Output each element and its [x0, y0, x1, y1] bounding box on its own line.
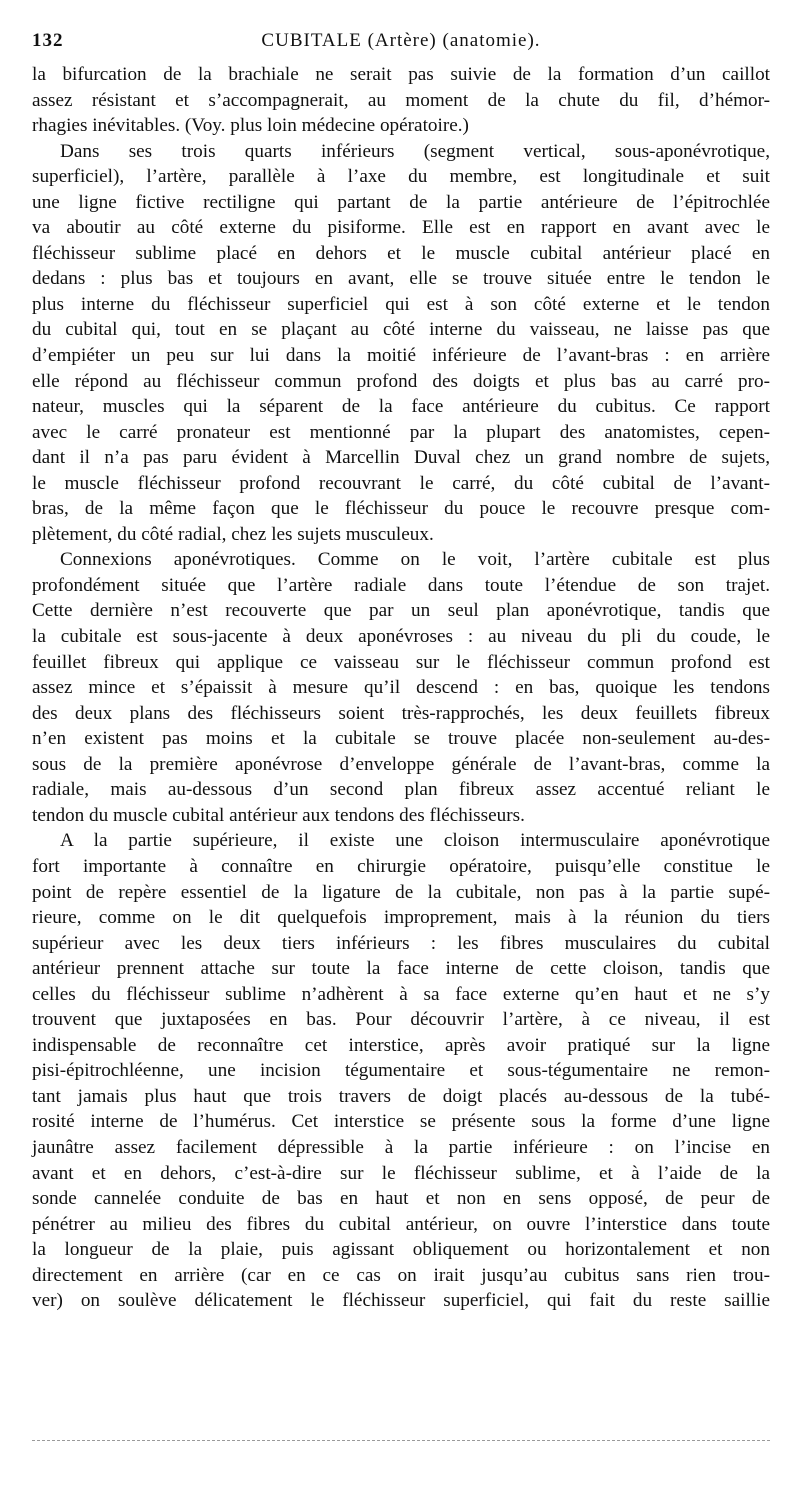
text-line: nateur, muscles qui la séparent de la face antérieure du cubitus. Ce rapport: [32, 396, 770, 418]
text-line: pénétrer au milieu des fibres du cubital antérieur, on ouvre l’interstice dans toute: [32, 1213, 770, 1235]
text-line: plètement, du côté radial, chez les sujets musculeux.: [32, 523, 434, 545]
text-line: va aboutir au côté externe du pisiforme. Elle est en rapport en avant avec le: [32, 217, 770, 239]
running-title: CUBITALE (Artère) (anatomie).: [261, 30, 541, 51]
text-line: A la partie supérieure, il existe une cloison intermusculaire aponévrotique: [60, 830, 770, 852]
text-line: supérieur avec les deux tiers inférieurs : les fibres musculaires du cubital: [32, 932, 770, 954]
body-text: [32, 62, 770, 1314]
text-line: n’en existent pas moins et la cubitale se trouve placée non-seulement au-des-: [32, 728, 770, 750]
text-line: plus interne du fléchisseur superficiel qui est à son côté externe et le tendon: [32, 293, 770, 315]
text-line: directement en arrière (car en ce cas on irait jusqu’au cubitus sans rien trou-: [32, 1264, 770, 1286]
text-line: avant et en dehors, c’est-à-dire sur le fléchisseur sublime, et à l’aide de la: [32, 1162, 770, 1184]
text-line: la longueur de la plaie, puis agissant obliquement ou horizontalement et non: [32, 1239, 770, 1261]
text-line: dant il n’a pas paru évident à Marcellin Duval chez un grand nombre de sujets,: [32, 447, 770, 469]
text-line: fléchisseur sublime placé en dehors et le muscle cubital antérieur placé en: [32, 242, 770, 264]
text-line: la bifurcation de la brachiale ne serait pas suivie de la formation d’un caillot: [32, 64, 770, 85]
text-line: celles du fléchisseur sublime n’adhèrent à sa face externe qu’en haut et ne s’y: [32, 983, 770, 1005]
text-line: Dans ses trois quarts inférieurs (segment vertical, sous-aponévrotique,: [60, 140, 770, 162]
text-line: du cubital qui, tout en se plaçant au côté interne du vaisseau, ne laisse pas que: [32, 319, 770, 341]
text-line: superficiel), l’artère, parallèle à l’axe du membre, est longitudinale et suit: [32, 166, 770, 188]
text-line: rhagies inévitables. (Voy. plus loin médecine opératoire.): [32, 115, 469, 137]
text-line: point de repère essentiel de la ligature de la cubitale, non pas à la partie supé-: [32, 881, 770, 903]
text-line: jaunâtre assez facilement dépressible à la partie inférieure : on l’incise en: [32, 1136, 770, 1158]
text-line: le muscle fléchisseur profond recouvrant le carré, du côté cubital de l’avant-: [32, 472, 770, 494]
text-line: sous de la première aponévrose d’enveloppe générale de l’avant-bras, comme la: [32, 753, 770, 775]
text-line: bras, de la même façon que le fléchisseur du pouce le recouvre presque com-: [32, 498, 770, 520]
page-number: 132: [32, 30, 64, 51]
text-line: profondément située que l’artère radiale dans toute l’étendue de son trajet.: [32, 574, 770, 596]
text-line: fort importante à connaître en chirurgie opératoire, puisqu’elle constitue le: [32, 855, 770, 877]
text-line: des deux plans des fléchisseurs soient très-rapprochés, les deux feuillets fibreux: [32, 702, 770, 724]
text-line: indispensable de reconnaître cet interstice, après avoir pratiqué sur la ligne: [32, 1034, 770, 1056]
text-line: assez résistant et s’accompagnerait, au moment de la chute du fil, d’hémor-: [32, 89, 770, 111]
text-line: sonde cannelée conduite de bas en haut et non en sens opposé, de peur de: [32, 1188, 770, 1210]
text-line: radiale, mais au-dessous d’un second plan fibreux assez accentué reliant le: [32, 779, 770, 801]
text-line: elle répond au fléchisseur commun profond des doigts et plus bas au carré pro-: [32, 370, 770, 392]
text-line: ver) on soulève délicatement le fléchisseur superficiel, qui fait du reste saillie: [32, 1290, 770, 1312]
text-line: trouvent que juxtaposées en bas. Pour découvrir l’artère, à ce niveau, il est: [32, 1009, 770, 1031]
text-line: rosité interne de l’humérus. Cet interstice se présente sous la forme d’une ligne: [32, 1111, 770, 1133]
text-line: avec le carré pronateur est mentionné par la plupart des anatomistes, cepen-: [32, 421, 770, 443]
text-line: Connexions aponévrotiques. Comme on le voit, l’artère cubitale est plus: [60, 549, 770, 571]
footer-rule: [32, 1440, 770, 1441]
text-line: la cubitale est sous-jacente à deux aponévroses : au niveau du pli du coude, le: [32, 626, 770, 648]
text-line: feuillet fibreux qui applique ce vaisseau sur le fléchisseur commun profond est: [32, 651, 770, 673]
text-line: tant jamais plus haut que trois travers de doigt placés au-dessous de la tubé-: [32, 1085, 770, 1107]
text-line: d’empiéter un peu sur lui dans la moitié inférieure de l’avant-bras : en arrière: [32, 345, 770, 367]
text-line: tendon du muscle cubital antérieur aux tendons des fléchisseurs.: [32, 804, 525, 826]
text-line: dedans : plus bas et toujours en avant, elle se trouve située entre le tendon le: [32, 268, 770, 290]
text-line: pisi-épitrochléenne, une incision tégumentaire et sous-tégumentaire ne remon-: [32, 1060, 770, 1082]
text-line: antérieur prennent attache sur toute la face interne de cette cloison, tandis que: [32, 958, 770, 980]
text-line: rieure, comme on le dit quelquefois improprement, mais à la réunion du tiers: [32, 907, 770, 929]
page-header: [32, 30, 770, 60]
text-line: une ligne fictive rectiligne qui partant de la partie antérieure de l’épitrochlée: [32, 191, 770, 213]
text-line: assez mince et s’épaissit à mesure qu’il descend : en bas, quoique les tendons: [32, 677, 770, 699]
text-line: Cette dernière n’est recouverte que par un seul plan aponévrotique, tandis que: [32, 600, 770, 622]
